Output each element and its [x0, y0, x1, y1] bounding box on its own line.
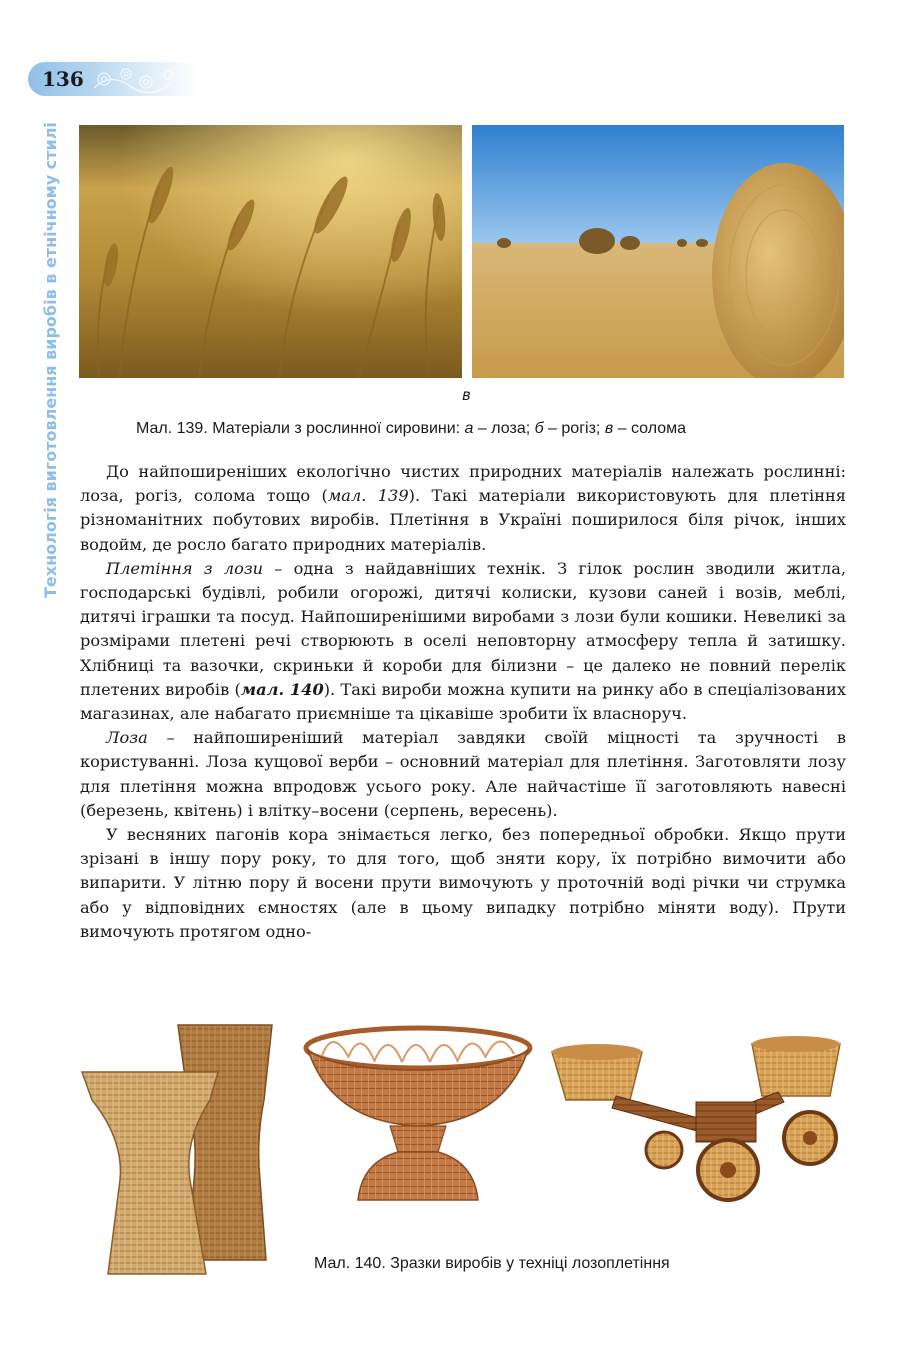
p1-text-a: До найпоширеніших екологічно чистих природних матеріалів належать рослинні: лоза, рогіз, солома тощо ( [80, 462, 846, 506]
straw-bales-photo [472, 125, 844, 378]
side-section-title: Технологія виготовлення виробів в етнічному стилі [41, 122, 60, 598]
paragraph-2 [80, 557, 846, 726]
p2-figure-ref: мал. 140 [240, 679, 324, 699]
p1-figure-ref: мал. 139 [327, 486, 409, 506]
caption-text-a: – лоза; [473, 420, 535, 437]
p3-text: – найпоширеніший матеріал завдяки своїй міцності та зручності в користуванні. Лоза кущової верби – основний матеріал для плетіння. Заготовляти лозу для плетіння можна впродовж усього року. Але найчастіше її заготовляють навесні (березень, квітень) і влітку–восени (серпень, вересень). [80, 728, 846, 820]
paragraph-1 [80, 460, 846, 557]
p1-text-b: ). Такі матеріали використовують для плетіння різноманітних побутових виробів. Плетіння в Україні поширилося біля річок, інших водойм, де росло багато природних матеріалів. [80, 486, 846, 554]
p2-text-b: ). Такі вироби можна купити на ринку або в спеціалізованих магазинах, але набагато приємніше та цікавіше зробити їх власноруч. [80, 679, 846, 724]
caption-letter-v: в [604, 420, 614, 437]
caption-prefix: Мал. 139. Матеріали з рослинної сировини: [136, 420, 465, 437]
page-number: 136 [42, 67, 84, 91]
caption-text-v: – солома [613, 420, 686, 437]
caption-letter-a: а [464, 420, 474, 437]
wheat-photo [79, 125, 462, 378]
paragraph-3 [80, 726, 846, 823]
wicker-bowl-photo [302, 1022, 534, 1204]
caption-text-b: – рогіз; [543, 420, 605, 437]
body-text [80, 460, 846, 944]
p2-text-a: – одна з найдавніших технік. З гілок рослин зводили житла, господарські будівлі, робили огорожі, дитячі колиски, кузови саней і возів, меблі, дитячі іграшки та посуд. Найпоширенішими виробами з лози були кошики. Невеликі за розмірами плетені речі створюють в оселі неповторну атмосферу тепла й затишку. Хлібниці та вазочки, скриньки й короби для білизни – це далеко не повний перелік плетених виробів ( [80, 558, 846, 699]
paragraph-4 [80, 823, 846, 944]
wicker-cart-photo [546, 1030, 846, 1206]
caption-letter-b: б [534, 420, 544, 437]
wicker-vases-photo [80, 1020, 280, 1278]
p3-term: Лоза [106, 728, 148, 748]
figure-140-caption: Мал. 140. Зразки виробів у техніці лозоплетіння [314, 1255, 670, 1272]
floral-ornament-icon [90, 64, 190, 94]
figure-sublabel-v: в [462, 386, 471, 404]
page-number-badge [28, 62, 198, 96]
p2-term: Плетіння з лози [106, 558, 264, 578]
p4-text: У весняних пагонів кора знімається легко, без попередньої обробки. Якщо прути зрізані в іншу пору року, то для того, щоб зняти кору, їх потрібно вимочити або випарити. У літню пору й восени прути вимочують у проточній воді річки чи струмка або у відповідних ємностях (але в цьому випадку потрібно міняти воду). Прути вимочують протягом одно- [80, 825, 846, 941]
figure-139-caption [136, 420, 686, 438]
